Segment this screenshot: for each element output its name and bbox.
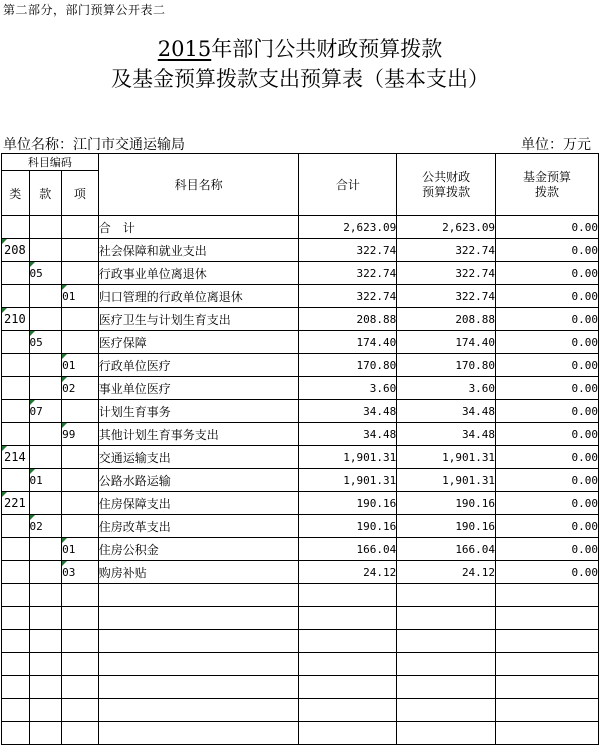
cell-kuan [29, 308, 62, 331]
empty-row [2, 607, 599, 630]
empty-cell [29, 676, 62, 699]
table-row [2, 262, 599, 285]
cell-fund: 0.00 [496, 492, 599, 515]
empty-cell [98, 630, 299, 653]
header-public-line2: 预算拨款 [422, 184, 471, 199]
cell-kuan [29, 285, 62, 308]
empty-row [2, 584, 599, 607]
cell-kuan [29, 423, 62, 446]
cell-public: 190.16 [397, 515, 496, 538]
cell-lei [2, 400, 30, 423]
unit-label: 单位：万元 [521, 137, 591, 153]
empty-cell [397, 630, 496, 653]
cell-total: 170.80 [299, 354, 397, 377]
cell-total: 24.12 [299, 561, 397, 584]
cell-lei [2, 262, 30, 285]
cell-name: 社会保障和就业支出 [98, 239, 299, 262]
cell-kuan [29, 561, 62, 584]
empty-cell [397, 676, 496, 699]
cell-name: 公路水路运输 [98, 469, 299, 492]
cell-total: 1,901.31 [299, 446, 397, 469]
empty-cell [397, 653, 496, 676]
header-lei: 类 [2, 171, 30, 216]
cell-public: 3.60 [397, 377, 496, 400]
table-row [2, 285, 599, 308]
cell-total: 322.74 [299, 262, 397, 285]
cell-kuan [29, 377, 62, 400]
cell-lei [2, 423, 30, 446]
empty-cell [2, 722, 30, 745]
empty-cell [496, 630, 599, 653]
cell-name: 行政事业单位离退休 [98, 262, 299, 285]
cell-total: 208.88 [299, 308, 397, 331]
table-row [2, 377, 599, 400]
budget-table [1, 153, 599, 745]
cell-xiang [62, 239, 99, 262]
empty-cell [29, 607, 62, 630]
header-kuan: 款 [29, 171, 62, 216]
empty-row [2, 653, 599, 676]
empty-cell [496, 607, 599, 630]
empty-cell [299, 676, 397, 699]
table-row [2, 354, 599, 377]
cell-total: 190.16 [299, 492, 397, 515]
table-row [2, 239, 599, 262]
empty-cell [62, 584, 99, 607]
cell-name: 计划生育事务 [98, 400, 299, 423]
cell-public: 24.12 [397, 561, 496, 584]
cell-kuan: 02 [29, 515, 62, 538]
cell-kuan: 05 [29, 262, 62, 285]
cell-public: 190.16 [397, 492, 496, 515]
cell-lei [2, 561, 30, 584]
cell-name: 住房保障支出 [98, 492, 299, 515]
table-row [2, 492, 599, 515]
cell-lei: 208 [2, 239, 30, 262]
cell-lei [2, 354, 30, 377]
table-row [2, 331, 599, 354]
part-label: 第二部分，部门预算公开表二 [3, 3, 166, 17]
cell-fund: 0.00 [496, 446, 599, 469]
cell-name: 其他计划生育事务支出 [98, 423, 299, 446]
empty-cell [62, 607, 99, 630]
cell-lei [2, 538, 30, 561]
header-total: 合计 [299, 154, 397, 216]
empty-cell [2, 630, 30, 653]
cell-name: 交通运输支出 [98, 446, 299, 469]
empty-cell [2, 584, 30, 607]
cell-fund: 0.00 [496, 423, 599, 446]
empty-row [2, 722, 599, 745]
cell-name: 归口管理的行政单位离退休 [98, 285, 299, 308]
header-xiang: 项 [62, 171, 99, 216]
empty-cell [29, 630, 62, 653]
empty-cell [2, 676, 30, 699]
empty-cell [62, 630, 99, 653]
cell-total: 34.48 [299, 423, 397, 446]
cell-total: 190.16 [299, 515, 397, 538]
empty-cell [397, 607, 496, 630]
cell-lei: 214 [2, 446, 30, 469]
cell-fund: 0.00 [496, 561, 599, 584]
empty-cell [397, 699, 496, 722]
cell-public: 174.40 [397, 331, 496, 354]
empty-cell [397, 584, 496, 607]
empty-cell [496, 699, 599, 722]
header-code-group: 科目编码 [2, 154, 99, 171]
cell-lei [2, 469, 30, 492]
header-public [397, 154, 496, 216]
cell-fund: 0.00 [496, 377, 599, 400]
cell-total: 322.74 [299, 239, 397, 262]
table-row [2, 400, 599, 423]
header-fund [496, 154, 599, 216]
empty-cell [496, 676, 599, 699]
cell-xiang [62, 262, 99, 285]
table-row [2, 446, 599, 469]
cell-name: 合 计 [98, 216, 299, 239]
cell-xiang: 01 [62, 285, 99, 308]
cell-xiang [62, 492, 99, 515]
empty-cell [62, 676, 99, 699]
cell-lei [2, 515, 30, 538]
empty-cell [496, 722, 599, 745]
empty-row [2, 699, 599, 722]
cell-lei [2, 331, 30, 354]
cell-xiang: 02 [62, 377, 99, 400]
empty-cell [299, 584, 397, 607]
table-row [2, 538, 599, 561]
empty-cell [62, 653, 99, 676]
cell-fund: 0.00 [496, 285, 599, 308]
cell-public: 34.48 [397, 400, 496, 423]
cell-kuan [29, 538, 62, 561]
empty-cell [98, 584, 299, 607]
cell-xiang [62, 400, 99, 423]
cell-kuan [29, 492, 62, 515]
cell-public: 322.74 [397, 239, 496, 262]
cell-public: 34.48 [397, 423, 496, 446]
header-public-line1: 公共财政 [422, 169, 471, 184]
empty-cell [62, 699, 99, 722]
header-fund-line2: 拨款 [535, 184, 560, 199]
cell-kuan: 05 [29, 331, 62, 354]
empty-cell [2, 699, 30, 722]
cell-xiang: 01 [62, 538, 99, 561]
cell-public: 170.80 [397, 354, 496, 377]
empty-cell [299, 722, 397, 745]
title-line2: 及基金预算拨款支出预算表（基本支出） [111, 67, 489, 91]
empty-cell [62, 722, 99, 745]
empty-cell [29, 722, 62, 745]
cell-total: 1,901.31 [299, 469, 397, 492]
cell-lei [2, 216, 30, 239]
cell-fund: 0.00 [496, 216, 599, 239]
empty-cell [496, 584, 599, 607]
table-row [2, 469, 599, 492]
cell-public: 1,901.31 [397, 469, 496, 492]
cell-public: 1,901.31 [397, 446, 496, 469]
cell-name: 医疗卫生与计划生育支出 [98, 308, 299, 331]
cell-total: 166.04 [299, 538, 397, 561]
cell-xiang: 01 [62, 354, 99, 377]
title-year: 2015 [157, 37, 212, 61]
empty-cell [496, 653, 599, 676]
header-name: 科目名称 [98, 154, 299, 216]
empty-row [2, 630, 599, 653]
report-title [0, 36, 600, 93]
empty-cell [397, 722, 496, 745]
empty-cell [29, 653, 62, 676]
table-row [2, 423, 599, 446]
cell-name: 事业单位医疗 [98, 377, 299, 400]
empty-row [2, 676, 599, 699]
cell-public: 208.88 [397, 308, 496, 331]
empty-cell [98, 676, 299, 699]
empty-cell [2, 607, 30, 630]
cell-fund: 0.00 [496, 538, 599, 561]
empty-cell [29, 699, 62, 722]
cell-xiang [62, 308, 99, 331]
title-line1-rest: 年部门公共财政预算拨款 [211, 37, 443, 61]
cell-total: 322.74 [299, 285, 397, 308]
cell-kuan [29, 216, 62, 239]
empty-cell [98, 699, 299, 722]
cell-lei [2, 285, 30, 308]
cell-fund: 0.00 [496, 515, 599, 538]
empty-cell [299, 653, 397, 676]
cell-name: 住房公积金 [98, 538, 299, 561]
cell-fund: 0.00 [496, 239, 599, 262]
empty-cell [98, 607, 299, 630]
empty-cell [299, 607, 397, 630]
empty-cell [98, 653, 299, 676]
empty-cell [299, 630, 397, 653]
table-row [2, 561, 599, 584]
cell-kuan: 07 [29, 400, 62, 423]
cell-name: 住房改革支出 [98, 515, 299, 538]
cell-name: 行政单位医疗 [98, 354, 299, 377]
cell-fund: 0.00 [496, 400, 599, 423]
cell-kuan: 01 [29, 469, 62, 492]
cell-lei [2, 377, 30, 400]
cell-fund: 0.00 [496, 469, 599, 492]
cell-xiang [62, 469, 99, 492]
cell-xiang: 99 [62, 423, 99, 446]
table-row [2, 308, 599, 331]
cell-total: 2,623.09 [299, 216, 397, 239]
cell-fund: 0.00 [496, 262, 599, 285]
cell-lei: 210 [2, 308, 30, 331]
cell-fund: 0.00 [496, 308, 599, 331]
header-fund-line1: 基金预算 [523, 169, 572, 184]
cell-fund: 0.00 [496, 331, 599, 354]
cell-xiang [62, 446, 99, 469]
cell-kuan [29, 446, 62, 469]
cell-public: 166.04 [397, 538, 496, 561]
cell-total: 34.48 [299, 400, 397, 423]
table-row [2, 216, 599, 239]
cell-name: 购房补贴 [98, 561, 299, 584]
empty-cell [98, 722, 299, 745]
cell-xiang [62, 216, 99, 239]
cell-xiang [62, 515, 99, 538]
cell-name: 医疗保障 [98, 331, 299, 354]
cell-kuan [29, 239, 62, 262]
cell-public: 322.74 [397, 285, 496, 308]
title-line1 [0, 36, 600, 63]
empty-cell [2, 653, 30, 676]
cell-xiang: 03 [62, 561, 99, 584]
cell-fund: 0.00 [496, 354, 599, 377]
empty-cell [299, 699, 397, 722]
cell-total: 174.40 [299, 331, 397, 354]
cell-kuan [29, 354, 62, 377]
cell-xiang [62, 331, 99, 354]
cell-public: 322.74 [397, 262, 496, 285]
cell-public: 2,623.09 [397, 216, 496, 239]
cell-total: 3.60 [299, 377, 397, 400]
unit-name: 单位名称：江门市交通运输局 [3, 137, 185, 153]
table-row [2, 515, 599, 538]
empty-cell [29, 584, 62, 607]
cell-lei: 221 [2, 492, 30, 515]
